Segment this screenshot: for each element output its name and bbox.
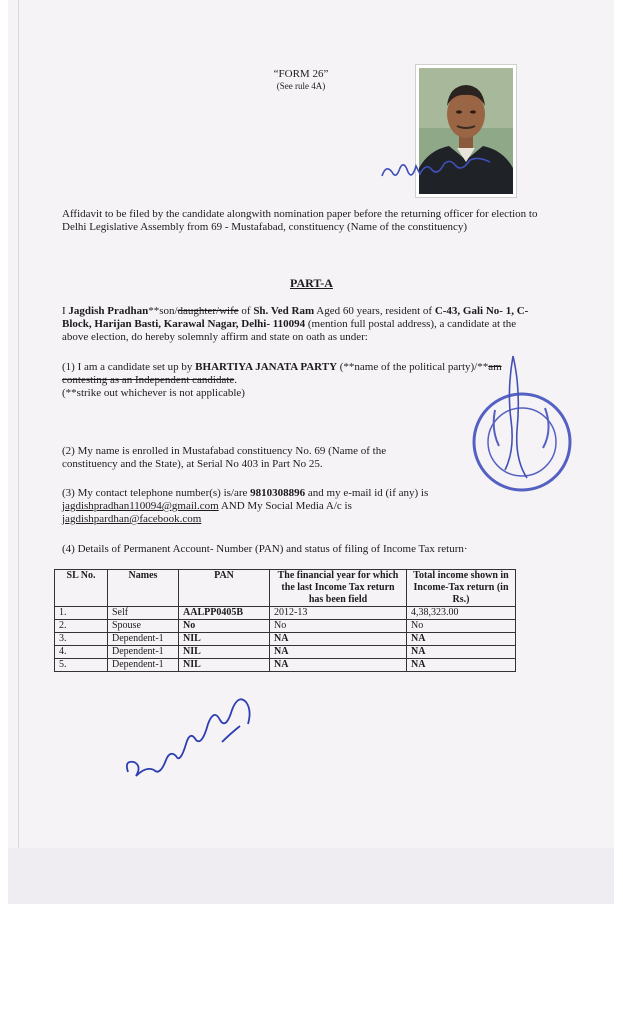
father-name: Sh. Ved Ram (253, 305, 315, 317)
table-row (55, 659, 516, 672)
form-subtitle: (See rule 4A) (276, 81, 326, 91)
part-a-heading: PART-A (290, 276, 333, 290)
candidate-photo (415, 64, 517, 198)
table-row (55, 607, 516, 620)
item-1-prefix: (1) I am a candidate set up by (62, 361, 196, 373)
intro-paragraph: Affidavit to be filed by the candidate alongwith nomination paper before the returning officer for election to Delhi Legislative Assembly from 69 - Mustafabad, constituency (Name of the constituency) (62, 208, 538, 233)
row-name: Dependent-1 (108, 646, 179, 659)
row-year: NA (270, 633, 407, 646)
header-pan: PAN (179, 570, 270, 607)
declaration-age: Aged 60 years, resident of (314, 305, 435, 317)
row-year: NA (270, 646, 407, 659)
row-sl: 5. (55, 659, 108, 672)
social-media-text: AND My Social Media A/c is (218, 500, 352, 512)
row-name: Dependent-1 (108, 659, 179, 672)
social-media-link[interactable]: jagdishpardhan@facebook.com (62, 513, 202, 525)
document-page (8, 0, 614, 848)
page-edge-line (18, 0, 19, 848)
form-header (256, 68, 346, 92)
item-3-prefix: (3) My contact telephone number(s) is/are (62, 487, 251, 499)
item-2-paragraph: (2) My name is enrolled in Mustafabad constituency No. 69 (Name of the constituency and the State), at Serial No 403 in Part No 25. (62, 445, 387, 470)
item-3-mid: and my e-mail id (if any) is (305, 487, 429, 499)
declaration-of: of (238, 305, 254, 317)
row-income: 4,38,323.00 (407, 607, 516, 620)
row-income: NA (407, 646, 516, 659)
row-sl: 4. (55, 646, 108, 659)
item-1-end: . (234, 374, 238, 386)
row-income: NA (407, 659, 516, 672)
party-name: BHARTIYA JANATA PARTY (195, 361, 338, 373)
row-pan: No (179, 620, 270, 633)
email-link[interactable]: jagdishpradhan110094@gmail.com (62, 500, 219, 512)
item-1-mid: (**name of the political party)/** (337, 361, 489, 373)
phone-number: 9810308896 (250, 487, 306, 499)
row-name: Spouse (108, 620, 179, 633)
declaration-paragraph (62, 305, 540, 344)
independent-struck: am contesting as an Independent candidate (62, 361, 502, 386)
table-row (55, 646, 516, 659)
row-name: Self (108, 607, 179, 620)
row-income: NA (407, 633, 516, 646)
row-sl: 2. (55, 620, 108, 633)
form-title: “FORM 26” (273, 68, 329, 80)
table-row (55, 620, 516, 633)
candidate-name: Jagdish Pradhan (68, 305, 149, 317)
candidate-address: C-43, Gali No- 1, C- Block, Harijan Basti, Karawal Nagar, Delhi- 110094 (62, 305, 529, 330)
header-financial-year: The financial year for which the last Income Tax return has been field (270, 570, 407, 607)
item-3-paragraph (62, 487, 540, 526)
header-total-income: Total income shown in Income-Tax return (in Rs.) (407, 570, 516, 607)
item-1-paragraph (62, 361, 540, 400)
row-sl: 3. (55, 633, 108, 646)
item-4-paragraph: (4) Details of Permanent Account- Number (PAN) and status of filing of Income Tax return· (62, 543, 468, 555)
declaration-i: I (62, 305, 69, 317)
row-pan: NIL (179, 633, 270, 646)
row-year: 2012-13 (270, 607, 407, 620)
relation-son: **son/ (148, 305, 178, 317)
row-year: NA (270, 659, 407, 672)
pan-table-header (55, 570, 516, 607)
declaration-tail: (mention full postal address), a candidate at the above election, do hereby solemnly affirm and state on oath as under: (62, 318, 517, 343)
header-names: Names (108, 570, 179, 607)
strike-note: (**strike out whichever is not applicable) (62, 387, 245, 399)
row-pan: AALPP0405B (179, 607, 270, 620)
row-name: Dependent-1 (108, 633, 179, 646)
pan-table (54, 569, 516, 672)
header-sl-no: SL No. (55, 570, 108, 607)
row-income: No (407, 620, 516, 633)
row-pan: NIL (179, 646, 270, 659)
table-row (55, 633, 516, 646)
row-year: No (270, 620, 407, 633)
row-sl: 1. (55, 607, 108, 620)
page-bottom-strip (8, 848, 614, 904)
row-pan: NIL (179, 659, 270, 672)
relation-struck: daughter/wife (177, 305, 239, 317)
